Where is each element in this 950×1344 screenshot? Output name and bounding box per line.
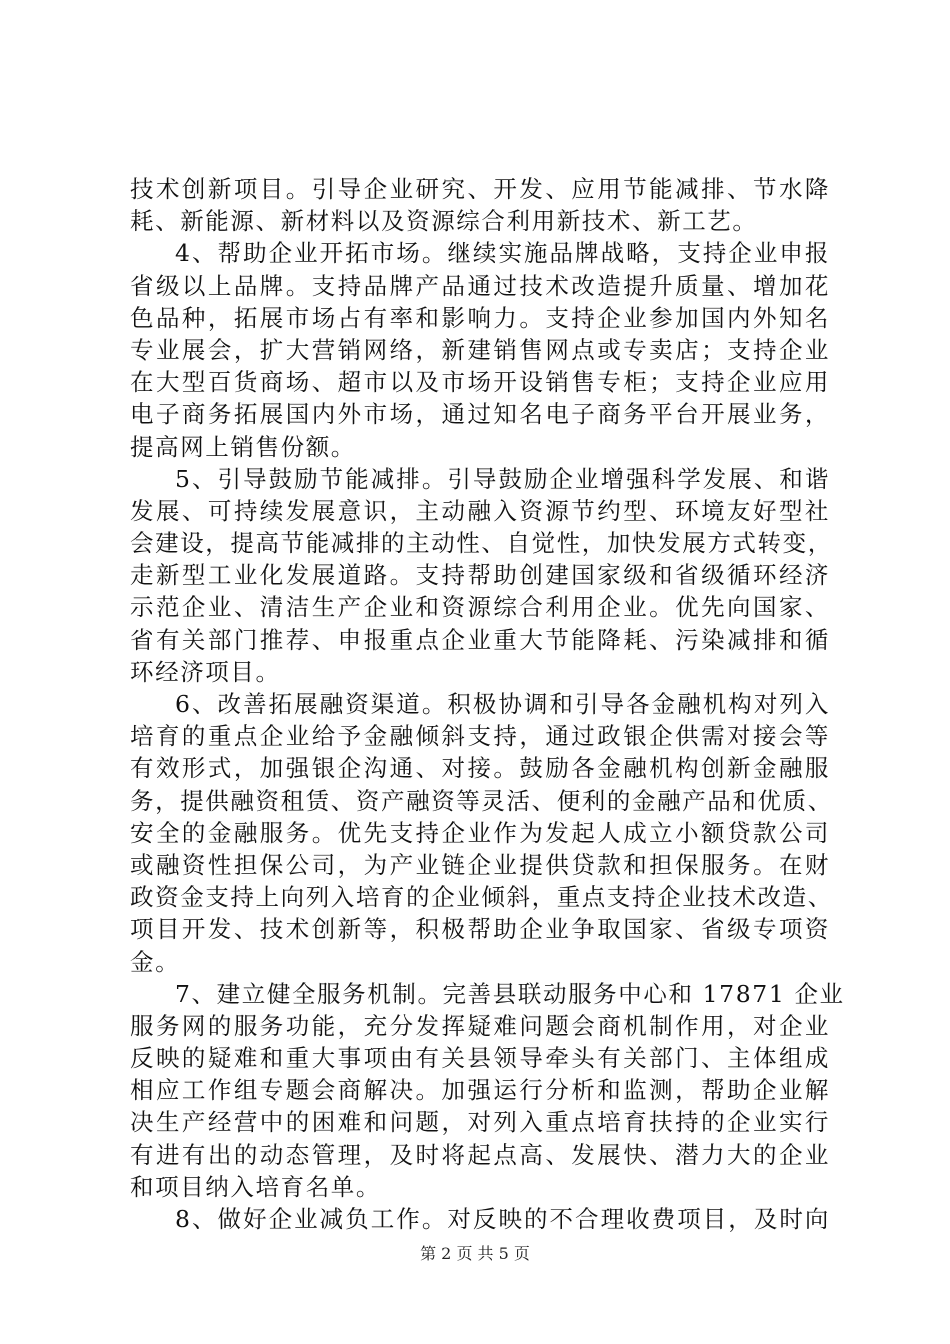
text-line: 省有关部门推荐、申报重点企业重大节能降耗、污染减排和循 [130, 625, 830, 654]
text-line: 安全的金融服务。优先支持企业作为发起人成立小额贷款公司 [130, 818, 830, 847]
text-line: 金。 [130, 947, 181, 976]
text-line: 耗、新能源、新材料以及资源综合利用新技术、新工艺。 [130, 207, 758, 236]
text-line: 培育的重点企业给予金融倾斜支持，通过政银企供需对接会等 [130, 722, 830, 751]
text-line: 服务网的服务功能，充分发挥疑难问题会商机制作用，对企业 [130, 1011, 830, 1040]
paragraph-7-start: 7、建立健全服务机制。完善县联动服务中心和 17871 企业 [175, 979, 845, 1008]
text-line: 和项目纳入培育名单。 [130, 1172, 381, 1201]
paragraph-4-start: 4、帮助企业开拓市场。继续实施品牌战略，支持企业申报 [175, 239, 830, 268]
text-line: 提高网上销售份额。 [130, 432, 356, 461]
document-body [130, 173, 845, 1235]
text-line: 走新型工业化发展道路。支持帮助创建国家级和省级循环经济 [130, 561, 830, 590]
text-line: 技术创新项目。引导企业研究、开发、应用节能减排、节水降 [130, 175, 830, 203]
text-line: 有效形式，加强银企沟通、对接。鼓励各金融机构创新金融服 [130, 754, 830, 783]
text-line: 务，提供融资租赁、资产融资等灵活、便利的金融产品和优质、 [130, 786, 833, 815]
text-line: 决生产经营中的困难和问题，对列入重点培育扶持的企业实行 [130, 1108, 830, 1137]
text-line: 专业展会，扩大营销网络，新建销售网点或专卖店；支持企业 [130, 335, 830, 364]
text-line: 反映的疑难和重大事项由有关县领导牵头有关部门、主体组成 [130, 1044, 830, 1073]
text-line: 项目开发、技术创新等，积极帮助企业争取国家、省级专项资 [130, 915, 830, 944]
paragraph-5-start: 5、引导鼓励节能减排。引导鼓励企业增强科学发展、和谐 [175, 464, 830, 493]
text-line: 省级以上品牌。支持品牌产品通过技术改造提升质量、增加花 [130, 271, 830, 300]
text-line: 相应工作组专题会商解决。加强运行分析和监测，帮助企业解 [130, 1076, 830, 1105]
page-number-footer: 第 2 页 共 5 页 [420, 1244, 530, 1263]
text-line: 会建设，提高节能减排的主动性、自觉性，加快发展方式转变， [130, 529, 833, 558]
paragraph-6-start: 6、改善拓展融资渠道。积极协调和引导各金融机构对列入 [175, 690, 830, 718]
text-line: 政资金支持上向列入培育的企业倾斜，重点支持企业技术改造、 [130, 883, 833, 912]
text-line: 色品种，拓展市场占有率和影响力。支持企业参加国内外知名 [130, 303, 830, 332]
text-line: 发展、可持续发展意识，主动融入资源节约型、环境友好型社 [130, 496, 830, 525]
text-line: 或融资性担保公司，为产业链企业提供贷款和担保服务。在财 [130, 850, 830, 879]
text-line: 有进有出的动态管理，及时将起点高、发展快、潜力大的企业 [130, 1140, 830, 1169]
text-line: 电子商务拓展国内外市场，通过知名电子商务平台开展业务， [130, 400, 830, 429]
text-line: 示范企业、清洁生产企业和资源综合利用企业。优先向国家、 [130, 593, 830, 622]
text-line: 环经济项目。 [130, 657, 281, 686]
paragraph-8-start: 8、做好企业减负工作。对反映的不合理收费项目，及时向 [175, 1205, 830, 1233]
text-line: 在大型百货商场、超市以及市场开设销售专柜；支持企业应用 [130, 368, 830, 397]
